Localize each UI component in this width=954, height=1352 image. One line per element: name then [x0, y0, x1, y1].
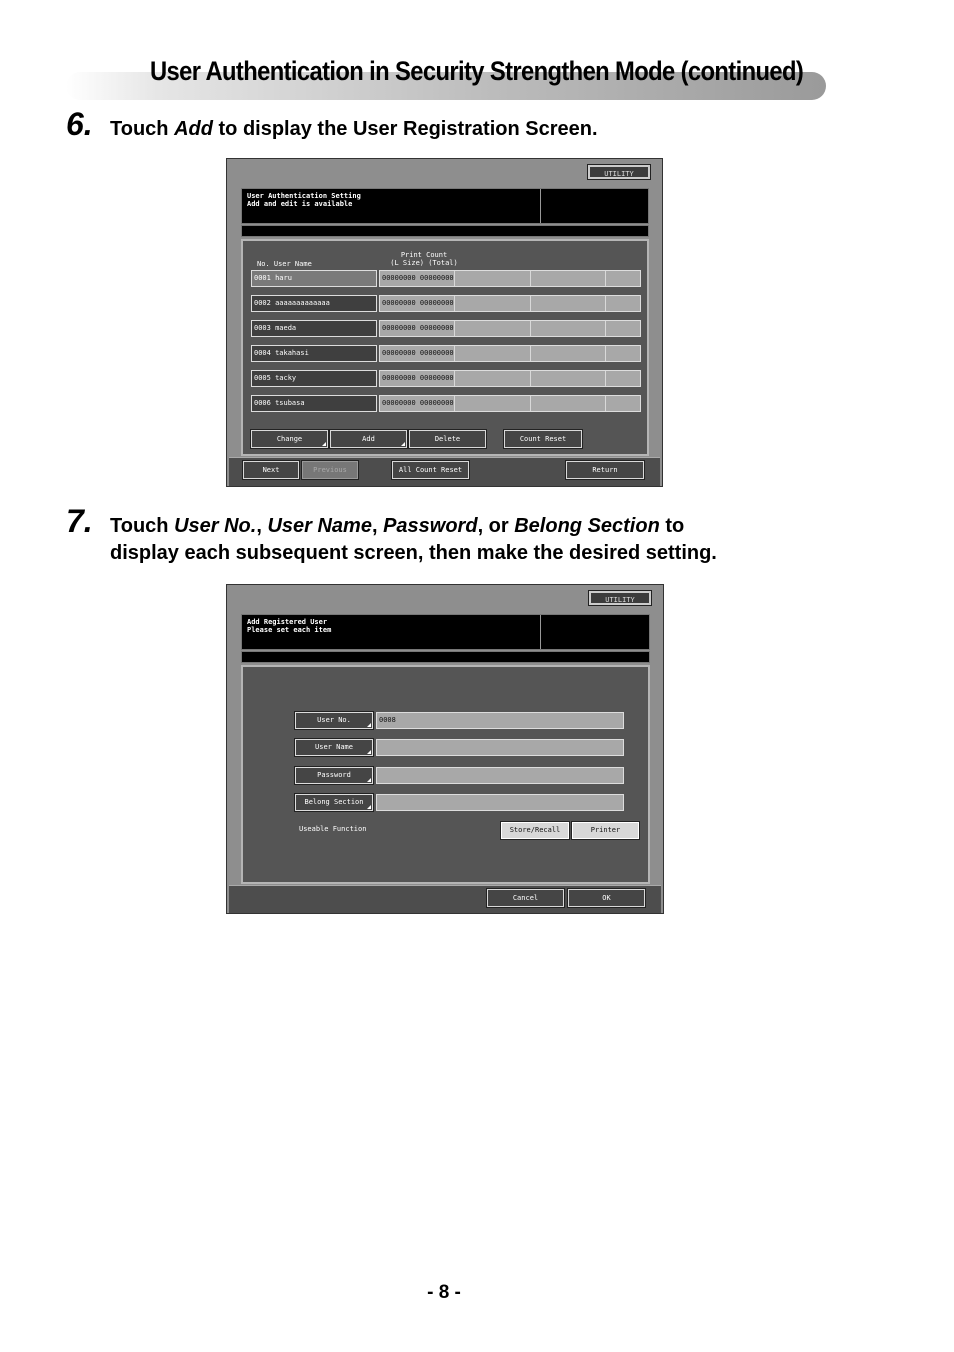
user-form-panel: [241, 665, 650, 884]
password-field[interactable]: [376, 767, 624, 784]
print-count-cell: 00000000 00000000: [379, 345, 641, 362]
message-text: User Authentication Setting Add and edit is available: [247, 192, 361, 208]
previous-button[interactable]: Previous: [302, 461, 358, 479]
user-name-cell[interactable]: 0005 tacky: [251, 370, 377, 387]
message-area: [241, 614, 650, 650]
belong-section-button[interactable]: Belong Section: [295, 794, 373, 811]
print-count-cell: 00000000 00000000: [379, 370, 641, 387]
return-button[interactable]: Return: [566, 461, 644, 479]
print-count-cell: 00000000 00000000: [379, 320, 641, 337]
user-name-cell[interactable]: 0003 maeda: [251, 320, 377, 337]
password-button[interactable]: Password: [295, 767, 373, 784]
user-list-screen: [226, 158, 663, 487]
page-title: User Authentication in Security Strengthen Mode (continued): [150, 56, 804, 86]
belong-section-field[interactable]: [376, 794, 624, 811]
store-recall-button[interactable]: Store/Recall: [501, 822, 569, 839]
status-strip: [241, 225, 649, 237]
print-count-cell: 00000000 00000000: [379, 395, 641, 412]
next-button[interactable]: Next: [243, 461, 299, 479]
bottom-bar: [229, 885, 661, 913]
page-number: - 8 -: [427, 1282, 461, 1303]
ok-button[interactable]: OK: [568, 889, 645, 907]
print-count-cell: 00000000 00000000: [379, 295, 641, 312]
count-reset-button[interactable]: Count Reset: [504, 430, 582, 448]
user-no-button[interactable]: User No.: [295, 712, 373, 729]
utility-button[interactable]: UTILITY: [589, 591, 651, 605]
user-name-cell[interactable]: 0004 takahasi: [251, 345, 377, 362]
change-button[interactable]: Change: [251, 430, 328, 448]
delete-button[interactable]: Delete: [409, 430, 486, 448]
bottom-bar: [229, 457, 660, 486]
step-7-number: 7.: [66, 503, 93, 539]
print-count-cell: 00000000 00000000: [379, 270, 641, 287]
add-button[interactable]: Add: [330, 430, 407, 448]
user-name-field[interactable]: [376, 739, 624, 756]
step-6-text: Touch Add to display the User Registration Screen.: [110, 118, 598, 140]
col-header-no-user: No. User Name: [257, 260, 312, 268]
user-name-button[interactable]: User Name: [295, 739, 373, 756]
add-user-screen: [226, 584, 664, 914]
user-name-cell[interactable]: 0002 aaaaaaaaaaaaa: [251, 295, 377, 312]
user-no-field[interactable]: 0008: [376, 712, 624, 729]
user-name-cell[interactable]: 0001 haru: [251, 270, 377, 287]
status-strip: [241, 651, 650, 663]
message-area: [241, 188, 649, 224]
printer-button[interactable]: Printer: [572, 822, 639, 839]
all-count-reset-button[interactable]: All Count Reset: [392, 461, 469, 479]
step-6-number: 6.: [66, 106, 93, 142]
step-7-text: Touch User No., User Name, Password, or Belong Section to display each subsequent screen, then make the desired setting.: [110, 515, 717, 564]
useable-function-label: Useable Function: [299, 825, 367, 833]
user-list-panel: [241, 239, 649, 456]
cancel-button[interactable]: Cancel: [487, 889, 564, 907]
utility-button[interactable]: UTILITY: [588, 165, 650, 179]
col-header-print-count: Print Count (L Size) (Total): [390, 251, 458, 267]
message-text: Add Registered User Please set each item: [247, 618, 332, 634]
user-name-cell[interactable]: 0006 tsubasa: [251, 395, 377, 412]
